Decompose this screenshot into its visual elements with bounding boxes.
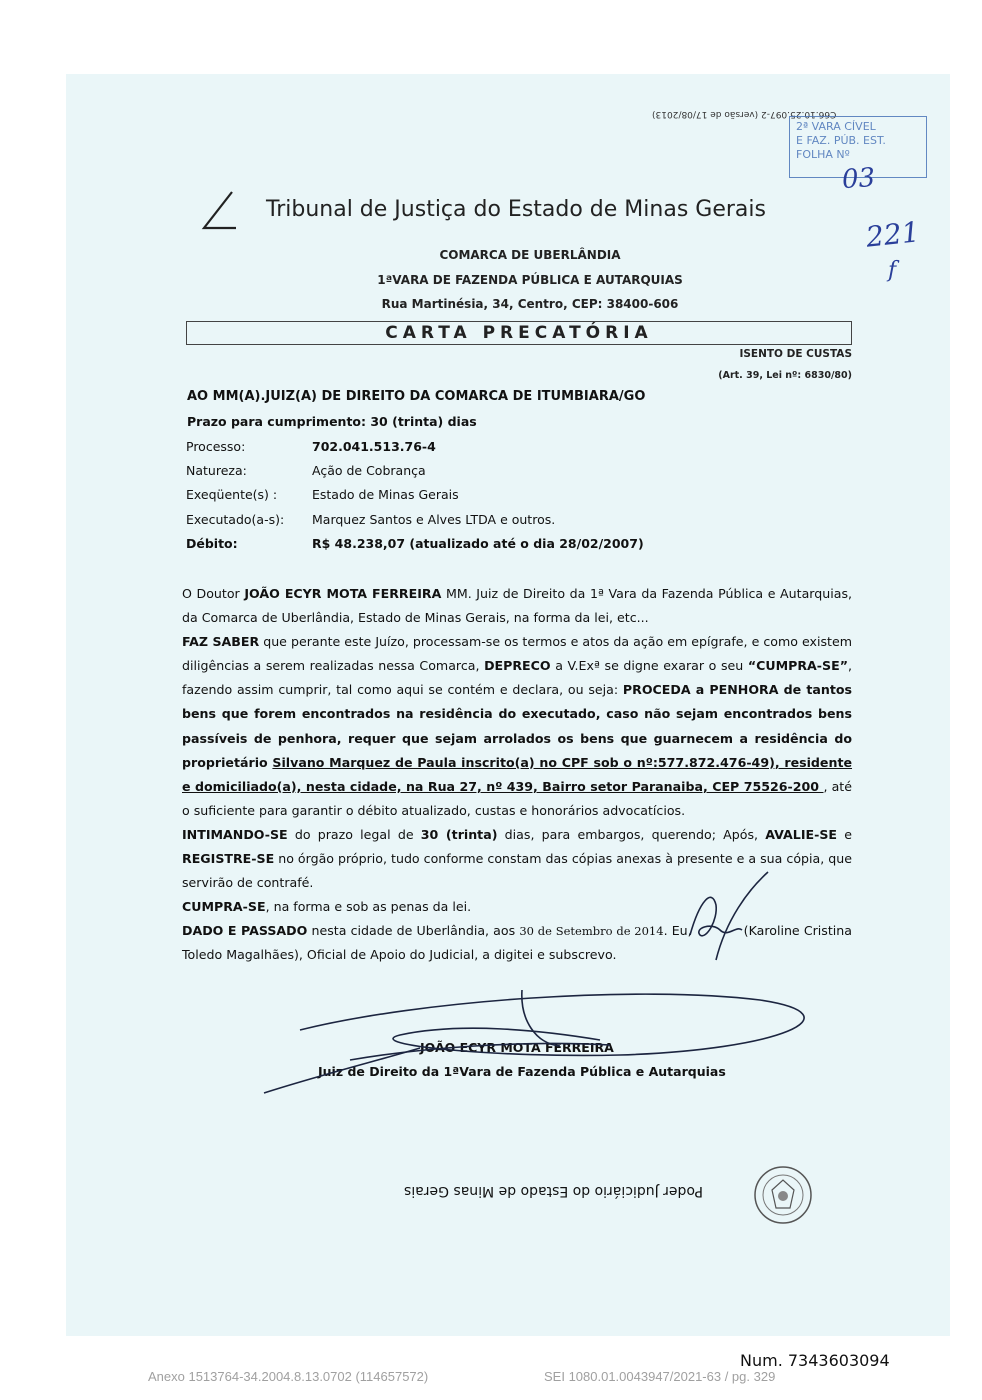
- text: PROCEDA a PENHORA de tantos bens que forem encontrados na residência do executado, caso não sejam encontrados bens passíveis de penhora, requer que sejam arrolados os bens que guarnecem a residência do proprietário: [182, 682, 852, 770]
- document-number: Num. 7343603094: [740, 1351, 890, 1370]
- field-label-executado: Executado(a-s):: [186, 512, 285, 527]
- judge-signature: [264, 990, 804, 1093]
- text: , até o suficiente para garantir o débito atualizado, custas e honorários advocatícios.: [182, 778, 852, 818]
- text: no órgão próprio, tudo conforme constam das cópias anexas à presente e a sua cópia, que servirão de contrafé.: [182, 851, 852, 891]
- court-title: Tribunal de Justiça do Estado de Minas Gerais: [266, 197, 766, 222]
- exemption-line-2: (Art. 39, Lei nº: 6830/80): [718, 370, 852, 381]
- text: (Karoline Cristina Toledo Magalhães), Oficial de Apoio do Judicial, a digitei e subscrevo.: [182, 923, 852, 963]
- deadline: Prazo para cumprimento: 30 (trinta) dias: [187, 414, 477, 429]
- text: 30 (trinta): [420, 826, 498, 842]
- text: e: [837, 826, 852, 842]
- text: MM. Juiz de Direito da 1ª Vara da Fazenda Pública e Autarquias, da Comarca de Uberlândia, Estado de Minas Gerais, na forma da lei, etc...: [182, 586, 853, 626]
- field-value-executado: Marquez Santos e Alves LTDA e outros.: [312, 512, 556, 527]
- text: do prazo legal de: [287, 826, 421, 842]
- exemption-line-1: ISENTO DE CUSTAS: [739, 348, 852, 360]
- seal-footer-text: Poder Judiciário do Estado de Minas Gerais: [404, 1183, 703, 1199]
- header-address: Rua Martinésia, 34, Centro, CEP: 38400-606: [381, 297, 679, 311]
- clerk-signature: [690, 872, 768, 960]
- field-value-processo: 702.041.513.76-4: [312, 439, 436, 454]
- header-comarca: COMARCA DE UBERLÂNDIA: [439, 248, 621, 262]
- field-label-exequente: Exeqüente(s) :: [186, 487, 278, 502]
- text: REGISTRE-SE: [182, 851, 275, 867]
- text: INTIMANDO-SE: [182, 826, 288, 842]
- stamp-line-1: 2ª VARA CÍVEL: [796, 120, 876, 133]
- signatory-role: Juiz de Direito da 1ªVara de Fazenda Pública e Autarquias: [318, 1064, 726, 1079]
- text: FAZ SABER: [182, 634, 260, 650]
- sei-reference: SEI 1080.01.0043947/2021-63 / pg. 329: [544, 1369, 776, 1384]
- header-vara: 1ªVARA DE FAZENDA PÚBLICA E AUTARQUIAS: [377, 273, 683, 287]
- signatory-name: JOÃO ECYR MOTA FERREIRA: [420, 1040, 614, 1055]
- field-label-debito: Débito:: [186, 536, 238, 551]
- annex-reference: Anexo 1513764-34.2004.8.13.0702 (114657572): [148, 1369, 429, 1384]
- document-title: CARTA PRECATÓRIA: [385, 323, 653, 343]
- text: , fazendo assim cumprir, tal como aqui se contém e declara, ou seja:: [182, 658, 852, 698]
- judge-name: JOÃO ECYR MOTA FERREIRA: [244, 586, 442, 601]
- owner-details: Silvano Marquez de Paula inscrito(a) no CPF sob o nº:577.872.476-49), residente e domiciliado(a), nesta cidade, na Rua 27, nº 439, Bairro setor Paranaiba, CEP 75526-200: [182, 754, 853, 794]
- field-label-processo: Processo:: [186, 439, 246, 454]
- date: 30 de Setembro de 2014: [519, 924, 664, 939]
- text: DEPRECO: [484, 658, 551, 674]
- text: nesta cidade de Uberlândia, aos: [307, 923, 520, 939]
- handwritten-folio: 221: [864, 215, 922, 254]
- stamp-line-2: E FAZ. PÚB. EST.: [796, 134, 886, 147]
- field-value-natureza: Ação de Cobrança: [312, 463, 426, 478]
- field-value-exequente: Estado de Minas Gerais: [312, 487, 459, 502]
- text: a V.Exª se digne exarar o seu: [550, 658, 748, 674]
- handwritten-folio-sub: f: [888, 258, 897, 283]
- stamp-line-3: FOLHA Nº: [796, 148, 850, 161]
- text: O Doutor: [182, 586, 245, 601]
- text: CUMPRA-SE: [182, 899, 266, 915]
- court-seal-icon: [752, 1160, 814, 1230]
- text: dias, para embargos, querendo; Após,: [497, 826, 766, 842]
- field-value-debito: R$ 48.238,07 (atualizado até o dia 28/02/2007): [312, 536, 644, 551]
- text: . Eu,: [663, 923, 692, 939]
- text: que perante este Juízo, processam-se os termos e atos da ação em epígrafe, e como existem diligências a serem realizadas nessa Comarca,: [182, 634, 852, 674]
- form-code: C66.10.25.097-2 (versão de 17/08/2013): [652, 109, 837, 119]
- stamp-handwritten-number: 03: [840, 162, 877, 196]
- text: DADO E PASSADO: [182, 923, 308, 939]
- text: AVALIE-SE: [765, 826, 838, 842]
- field-label-natureza: Natureza:: [186, 463, 247, 478]
- text: , na forma e sob as penas da lei.: [265, 899, 472, 915]
- addressee: AO MM(A).JUIZ(A) DE DIREITO DA COMARCA DE ITUMBIARA/GO: [187, 389, 646, 404]
- text: “CUMPRA-SE”: [747, 658, 848, 674]
